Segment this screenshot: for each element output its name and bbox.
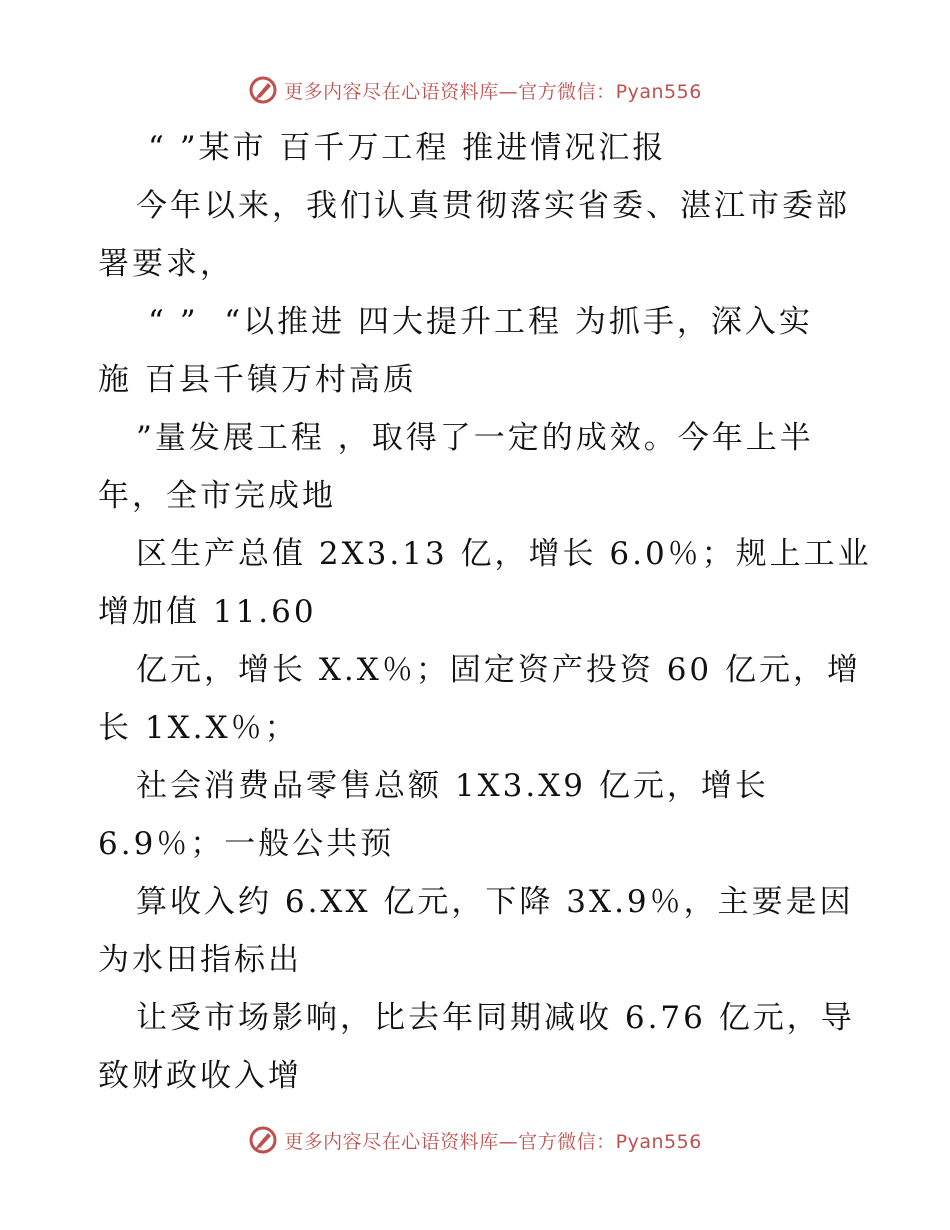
paragraph-line: 让受市场影响，比去年同期减收 6.76 亿元，导 (136, 1000, 855, 1036)
header-banner-text: 更多内容尽在心语资料库—官方微信：Pyan556 (284, 80, 702, 103)
paragraph-line: 6.9％；一般公共预 (98, 826, 395, 862)
paragraph-line: 施 百县千镇万村高质 (98, 362, 417, 398)
page-footer-banner (0, 1122, 950, 1158)
paragraph-line: 增加值 11.60 (98, 594, 317, 630)
paragraph-line: 为水田指标出 (98, 942, 302, 978)
paragraph-line: 今年以来，我们认真贯彻落实省委、湛江市委部 (136, 188, 850, 224)
quill-logo-icon (248, 75, 278, 105)
footer-banner-text: 更多内容尽在心语资料库—官方微信：Pyan556 (284, 1130, 702, 1153)
paragraph-line: 年，全市完成地 (98, 478, 336, 514)
paragraph-line: 署要求， (98, 246, 234, 282)
paragraph-line: 区生产总值 2X3.13 亿，增长 6.0％；规上工业 (136, 536, 872, 572)
paragraph-line: “ ” “以推进 四大提升工程 为抓手，深入实 (148, 304, 813, 340)
paragraph-line: 亿元，增长 X.X％；固定资产投资 60 亿元，增 (136, 652, 861, 688)
document-title: “ ”某市 百千万工程 推进情况汇报 (148, 130, 667, 166)
paragraph-line: 致财政收入增 (98, 1058, 302, 1094)
page-header-banner (0, 72, 950, 108)
paragraph-line: ”量发展工程 ，取得了一定的成效。今年上半 (136, 420, 814, 456)
quill-logo-icon (248, 1125, 278, 1155)
paragraph-line: 长 1X.X％； (98, 710, 299, 746)
paragraph-line: 算收入约 6.XX 亿元，下降 3X.9％，主要是因 (136, 884, 854, 920)
paragraph-line: 社会消费品零售总额 1X3.X9 亿元，增长 (136, 768, 769, 804)
